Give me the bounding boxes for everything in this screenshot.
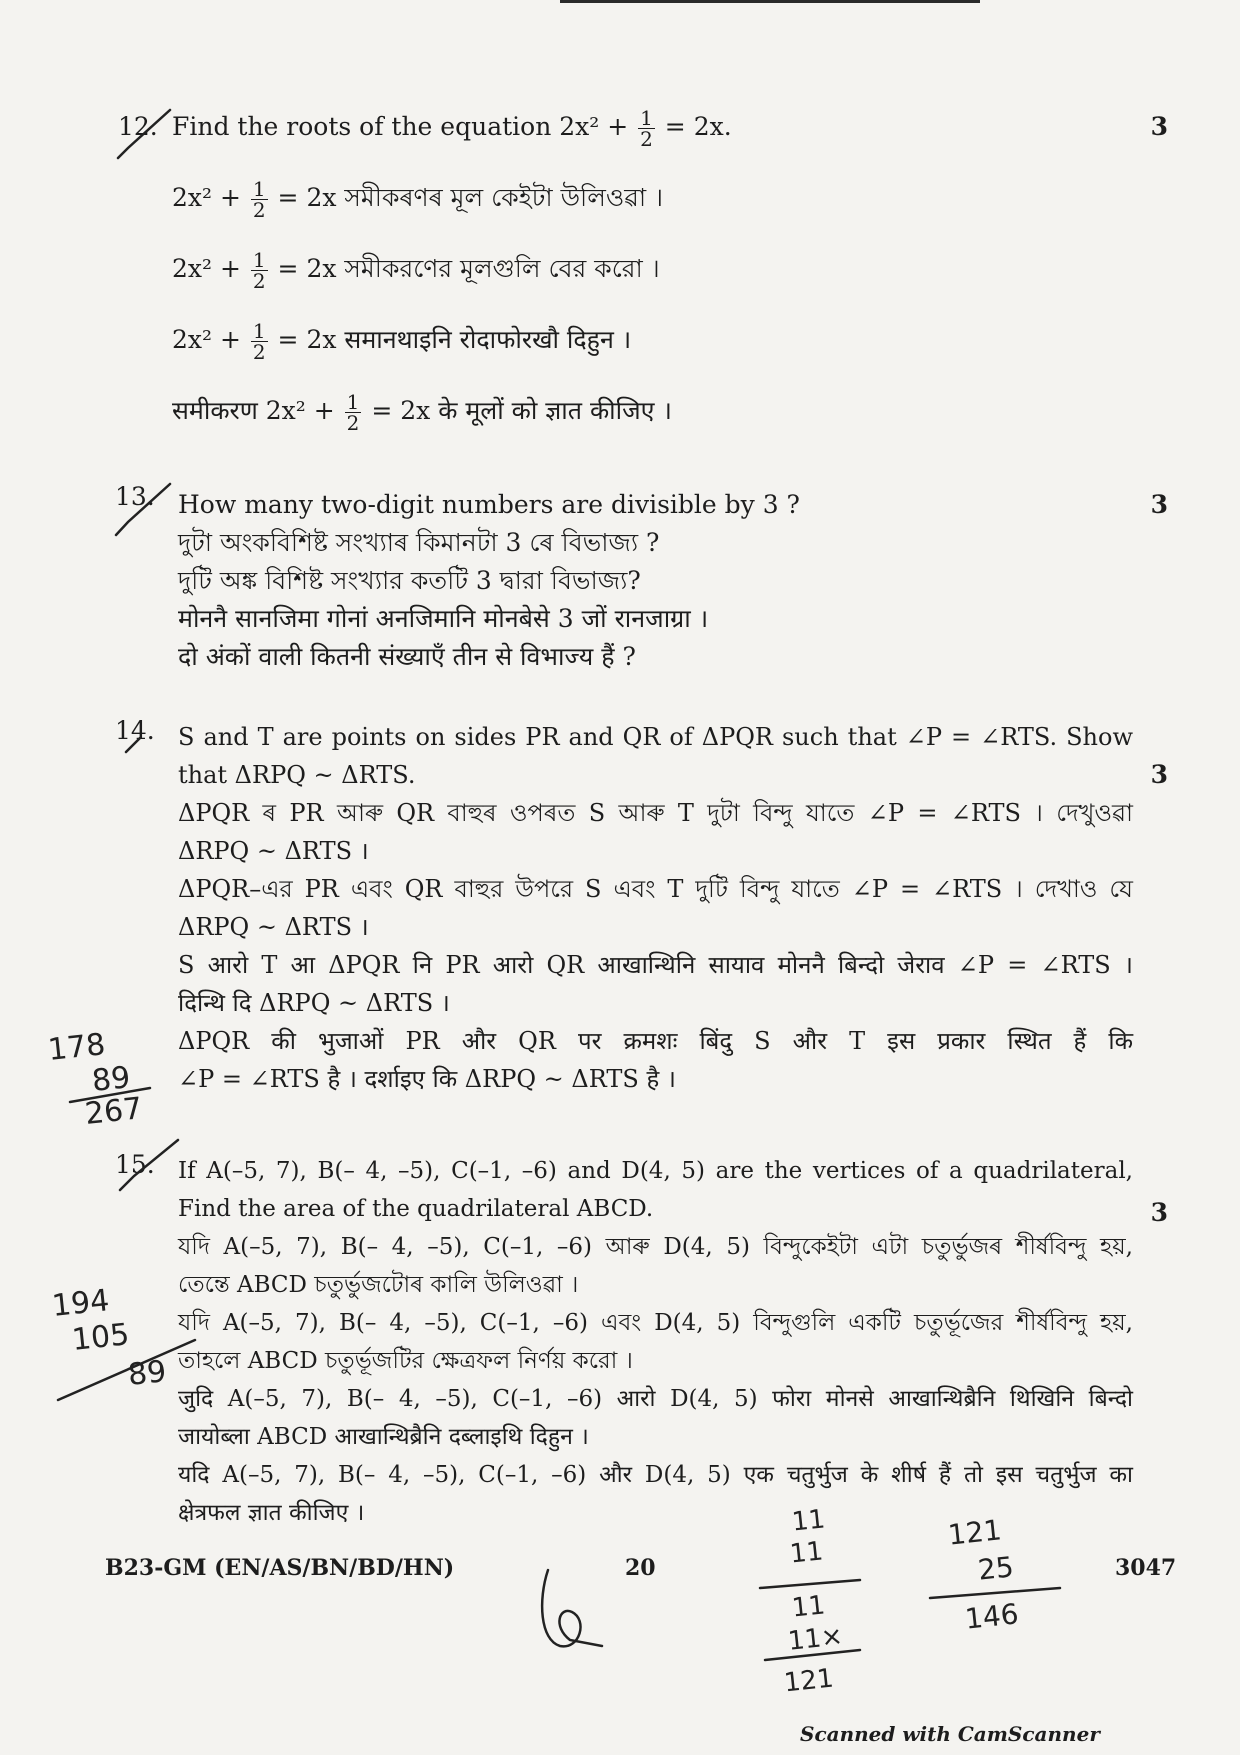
q14-line-4: ΔRPQ ~ ΔRTS । — [178, 837, 369, 865]
q12-hi-suffix: के मूलों को ज्ञात कीजिए । — [430, 396, 672, 425]
tick-mark-q14 — [126, 738, 140, 752]
q14-line-8: दिन्थि दि ΔRPQ ~ ΔRTS । — [178, 989, 450, 1017]
q12-bd-suffix: समानथाइनि रोदाफोरखौ दिहुन । — [336, 325, 632, 354]
question-15-marks: 3 — [1150, 1198, 1168, 1227]
q15-line-1: If A(–5, 7), B(– 4, –5), C(–1, –6) and D(4, 5) are the vertices of a quadrilateral, — [178, 1158, 1133, 1184]
handwritten-89: 89 — [90, 1060, 132, 1099]
q12-bd-eq-right: = 2x — [269, 325, 337, 354]
handwritten-178: 178 — [46, 1027, 107, 1068]
q14-line-2: that ΔRPQ ~ ΔRTS. — [178, 761, 416, 789]
tick-mark-q13 — [116, 484, 170, 535]
q12-bn-suffix: সমীকরণের মূলগুলি বের করো । — [336, 254, 660, 283]
q13-line-1: How many two-digit numbers are divisible by 3 ? — [178, 490, 800, 519]
underline-calc3-a — [760, 1580, 860, 1588]
handwritten-89-b: 89 — [126, 1354, 168, 1393]
q15-line-6: তাহলে ABCD চতুর্ভূজটির ক্ষেত্রফল নির্ণয় করো । — [178, 1348, 633, 1374]
q14-line-10: ∠P = ∠RTS है । दर्शाइए कि ΔRPQ ~ ΔRTS है । — [178, 1065, 676, 1093]
underline-calc4 — [930, 1588, 1060, 1598]
q15-line-7: जुदि A(–5, 7), B(– 4, –5), C(–1, –6) आरो D(4, 5) फोरा मोनसे आखान्थिब्रैनि थिखिनि बिन्दो — [178, 1386, 1133, 1412]
q12-as-frac-num: 1 — [252, 177, 266, 201]
q12-bn-eq-left: 2x² + — [172, 254, 249, 283]
handwritten-194: 194 — [50, 1283, 111, 1324]
q15-line-3: যদি A(–5, 7), B(– 4, –5), C(–1, –6) আৰু D(4, 5) বিন্দুকেইটা এটা চতুর্ভুজৰ শীৰ্ষবিন্দু হয়, — [178, 1234, 1133, 1260]
footer-page-number: 20 — [625, 1555, 656, 1581]
camscanner-watermark: Scanned with CamScanner — [800, 1722, 1100, 1746]
q12-as-eq-right: = 2x — [269, 183, 337, 212]
question-14-marks: 3 — [1150, 760, 1168, 789]
q12-as-suffix: সমীকৰণৰ মূল কেইটা উলিওৱা । — [336, 183, 664, 212]
handwritten-11-b: 11 — [788, 1536, 825, 1570]
footer-serial: 3047 — [1115, 1555, 1177, 1581]
question-12-number: 12. — [118, 112, 158, 141]
q13-line-3: দুটি অঙ্ক বিশিষ্ট সংখ্যার কতটি 3 দ্বারা বিভাজ্য? — [178, 566, 641, 595]
q12-hi-prefix: समीकरण — [172, 396, 266, 425]
underline-calc3-b — [765, 1650, 860, 1660]
handwritten-11-c: 11 — [790, 1590, 827, 1624]
q15-line-5: যদি A(–5, 7), B(– 4, –5), C(–1, –6) এবং D(4, 5) বিন্দুগুলি একটি চতুর্ভূজের শীর্ষবিন্দু হয়, — [178, 1310, 1133, 1336]
question-13-marks: 3 — [1150, 490, 1168, 519]
q12-bn-frac-den: 2 — [252, 269, 266, 293]
underline-calc1 — [70, 1088, 150, 1102]
handwritten-121-b: 121 — [946, 1513, 1004, 1552]
tick-mark-q15 — [120, 1140, 178, 1190]
q15-line-2: Find the area of the quadrilateral ABCD. — [178, 1196, 654, 1222]
q12-bd-frac-den: 2 — [252, 340, 266, 364]
handwritten-146: 146 — [963, 1597, 1021, 1636]
q14-line-7: S आरो T आ ΔPQR नि PR आरो QR आखान्थिनि सायाव मोननै बिन्दो जेराव ∠P = ∠RTS । — [178, 951, 1133, 979]
question-14-number: 14. — [115, 716, 155, 745]
q12-bn-frac-num: 1 — [252, 248, 266, 272]
handwritten-267: 267 — [83, 1091, 144, 1132]
question-15-number: 15. — [115, 1150, 155, 1179]
footer-paper-code: B23-GM (EN/AS/BN/BD/HN) — [105, 1555, 455, 1581]
question-12-marks: 3 — [1150, 112, 1168, 141]
q13-line-5: दो अंकों वाली कितनी संख्याएँ तीन से विभाज्य हैं ? — [178, 642, 636, 671]
q15-line-8: जायोब्ला ABCD आखान्थिब्रैनि दब्लाइथि दिहुन । — [178, 1424, 589, 1450]
q14-line-9: ΔPQR की भुजाओं PR और QR पर क्रमशः बिंदु S और T इस प्रकार स्थित हैं कि — [178, 1027, 1133, 1055]
question-13-number: 13. — [115, 482, 155, 511]
q13-line-2: দুটা অংকবিশিষ্ট সংখ্যাৰ কিমানটা 3 ৰে বিভাজ্য ? — [178, 528, 660, 557]
q12-as-eq-left: 2x² + — [172, 183, 249, 212]
q12-frac-num: 1 — [640, 106, 653, 130]
q12-hi-frac-den: 2 — [346, 411, 360, 435]
q14-line-5: ΔPQR–এর PR এবং QR বাহুর উপরে S এবং T দুটি বিন্দু যাতে ∠P = ∠RTS । দেখাও যে — [178, 875, 1133, 903]
handwritten-25: 25 — [976, 1550, 1016, 1587]
q13-line-4: मोननै सानजिमा गोनां अनजिमानि मोनबेसे 3 जों रानजाग्रा । — [178, 604, 709, 633]
q15-line-4: তেন্তে ABCD চতুর্ভুজটোৰ কালি উলিওৱা । — [178, 1272, 579, 1298]
handwritten-11-a: 11 — [790, 1504, 827, 1538]
q12-frac-den: 2 — [640, 127, 653, 151]
handwritten-11x: 11× — [786, 1621, 845, 1657]
q12-hi-eq-left: 2x² + — [265, 396, 343, 425]
q12-eq-left: 2x² + — [559, 112, 637, 141]
q12-bd-frac-num: 1 — [252, 319, 266, 343]
q15-line-10: क्षेत्रफल ज्ञात कीजिए । — [178, 1500, 365, 1526]
q12-as-frac-den: 2 — [252, 198, 266, 222]
q14-line-3: ΔPQR ৰ PR আৰু QR বাহুৰ ওপৰত S আৰু T দুটা বিন্দু যাতে ∠P = ∠RTS । দেখুওৱা — [178, 799, 1133, 827]
handwritten-105: 105 — [70, 1317, 131, 1358]
q12-en-prefix: Find the roots of the equation — [172, 112, 560, 141]
q12-hi-eq-right: = 2x — [363, 396, 431, 425]
q12-bd-eq-left: 2x² + — [172, 325, 249, 354]
underline-calc2 — [58, 1340, 195, 1400]
tick-mark-q12 — [118, 110, 170, 158]
signature-scribble — [542, 1570, 602, 1646]
q12-en-suffix: . — [723, 112, 732, 141]
q12-hi-frac-num: 1 — [346, 390, 360, 414]
q12-bn-eq-right: = 2x — [269, 254, 337, 283]
q15-line-9: यदि A(–5, 7), B(– 4, –5), C(–1, –6) और D(4, 5) एक चतुर्भुज के शीर्ष हैं तो इस चतुर्भुज का — [178, 1462, 1133, 1488]
handwritten-121: 121 — [782, 1663, 836, 1699]
q14-line-6: ΔRPQ ~ ΔRTS । — [178, 913, 369, 941]
q14-line-1: S and T are points on sides PR and QR of ΔPQR such that ∠P = ∠RTS. Show — [178, 723, 1133, 751]
q12-eq-right: = 2x — [656, 112, 724, 141]
